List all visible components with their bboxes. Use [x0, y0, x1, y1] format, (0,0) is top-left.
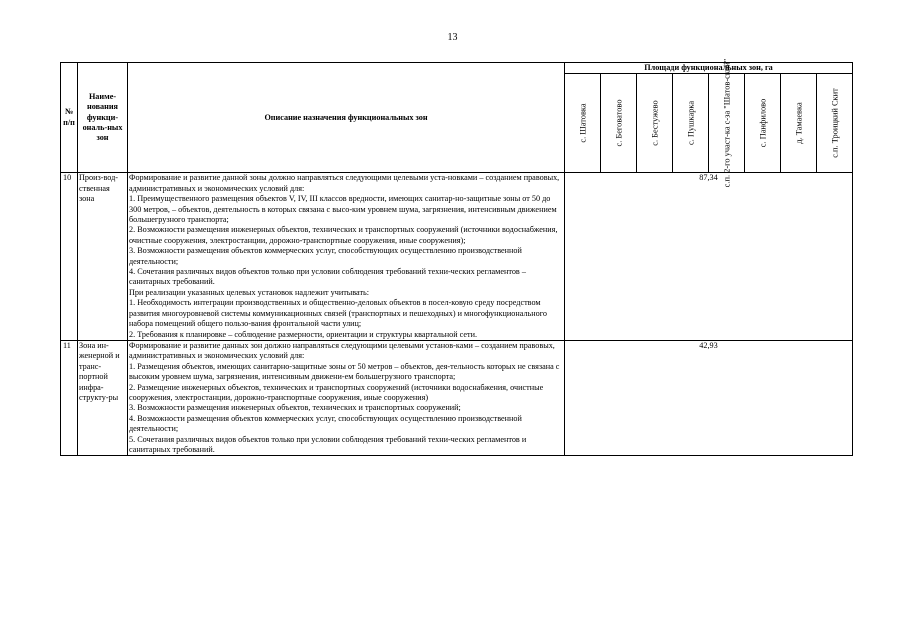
table-body: [61, 173, 853, 456]
description-paragraph: 1. Размещения объектов, имеющих санитарно-защитные зоны от 50 метров – объектов, дея-тельность которых не связана с высоким уровнем шума, загрязнения, интенсивным движени-ем большегрузного транспорта;: [129, 361, 560, 382]
header-settlement: [781, 74, 817, 173]
zone-name: Зона ин-женерной и транс-портной инфра-структу-ры: [78, 340, 128, 455]
settlement-label: с. Панфилово: [757, 99, 767, 148]
description-paragraph: 2. Требования к планировке – соблюдение размерности, ориентации и структуры квартальной сети.: [129, 329, 478, 339]
zone-area: 42,93: [565, 340, 853, 455]
row-number: 11: [61, 340, 78, 455]
page-number: 13: [447, 32, 458, 43]
description-paragraph: 2. Возможности размещения инженерных объектов, технических и транспортных сооружений (источники водоснабжения, очистные сооружения, электростанции, дорожно-транспортные сооружения, иные сооружения);: [129, 225, 558, 245]
header-zone-name: Наиме-нования функци-ональ-ных зон: [78, 63, 128, 173]
description-paragraph: 4. Возможности размещения объектов коммерческих услуг, способствующих осуществлению производственной деятельности;: [129, 413, 522, 434]
header-settlement: [709, 59, 745, 188]
row-number: 10: [61, 173, 78, 341]
zone-description: [128, 340, 565, 455]
zone-name: Произ-вод-ственная зона: [78, 173, 128, 341]
settlement-label: с. Пушкарка: [685, 101, 695, 146]
description-paragraph: 3. Возможности размещения инженерных объектов, технических и транспортных сооружений;: [129, 403, 461, 413]
description-paragraph: 1. Преимущественного размещения объектов V, IV, III классов вредности, имеющих санитар-но-защитные зоны от 50 до 300 метров, – объектов, деятельность в которых связана с высо-ким уровнем шума, загрязнения, интенсивным движением большегрузного транспорта;: [129, 194, 557, 225]
header-settlement: [565, 74, 601, 173]
settlement-label: с. Шатовка: [577, 103, 587, 144]
zone-description: [128, 173, 565, 341]
header-settlement: [745, 74, 781, 173]
settlement-label: с.п. 2-го участ-ка с-за "Шатов-ский": [721, 59, 731, 188]
header-settlement: [637, 74, 673, 173]
settlement-label: с. Беговатово: [613, 99, 623, 147]
description-paragraph: При реализации указанных целевых установок надлежит учитывать:: [129, 287, 370, 297]
description-paragraph: 5. Сочетания различных видов объектов только при условии соблюдения требований техни-ческих регламентов и санитарных требований.: [129, 434, 527, 454]
header-settlement: [601, 74, 637, 173]
zone-area: 87,34: [565, 173, 853, 341]
settlement-label: с.п. Троицкий Скит: [829, 88, 839, 159]
description-paragraph: 2. Размещение инженерных объектов, технических и транспортных сооружений (источники водоснабжения, очистные сооружения, электростанции, дорожно-транспортные сооружения, иные сооружения): [129, 382, 544, 402]
description-paragraph: 4. Сочетания различных видов объектов только при условии соблюдения требований техни-ческих регламентов – санитарных требований.: [129, 267, 526, 287]
description-paragraph: 1. Необходимость интеграции производственных и общественно-деловых объектов в посел-ковую среду посредством развития многоуровневой системы коммуникационных связей (транспортных и пешеходных) и многофункционального набора помещений общего пользо-вания фронтальной части улиц;: [129, 298, 547, 329]
header-num: № п/п: [61, 63, 78, 173]
header-description: Описание назначения функциональных зон: [128, 63, 565, 173]
settlement-label: д. Тамаевка: [793, 102, 803, 145]
table-row: [61, 173, 853, 341]
header-areas: Площади функциональных зон, га: [565, 63, 853, 74]
header-settlement: [817, 74, 853, 173]
table-row: [61, 340, 853, 455]
functional-zones-table: [60, 59, 853, 456]
header-row-top: [61, 63, 853, 74]
description-paragraph: Формирование и развитие данных зон должно направляться следующими целевыми установ-ками – созданием правовых, административных и экономических условий для:: [129, 340, 555, 361]
header-settlement: [673, 74, 709, 173]
description-paragraph: Формирование и развитие данной зоны должно направляться следующими целевыми уста-новками – созданием правовых, административных и экономических условий для:: [129, 173, 560, 193]
description-paragraph: 3. Возможности размещения объектов коммерческих услуг, способствующих осуществлению производственной деятельности;: [129, 246, 522, 266]
settlement-label: с. Бестужево: [649, 100, 659, 147]
